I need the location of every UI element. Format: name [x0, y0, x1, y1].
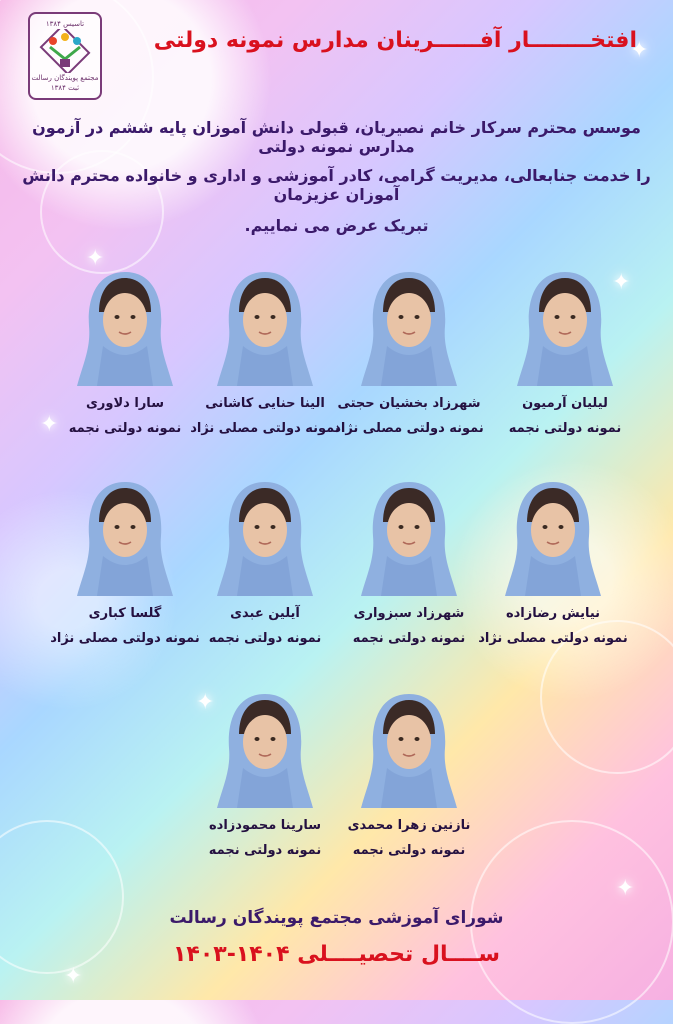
- sparkle-icon: ✦: [40, 412, 59, 437]
- logo-since: ثبت ۱۳۸۴: [50, 84, 80, 92]
- council-signature: شورای آموزشی مجتمع پویندگان رسالت: [169, 908, 504, 928]
- student-card: [334, 478, 484, 646]
- student-photo: [73, 268, 177, 388]
- student-card: [50, 268, 200, 436]
- student-school: نمونه دولتی نجمه: [68, 421, 182, 436]
- student-name: شهرزاد سبزواری: [353, 606, 465, 621]
- student-card: [50, 478, 200, 646]
- student-name: گلسا کباری: [88, 606, 162, 621]
- student-photo: [357, 690, 461, 810]
- portrait-silhouette-icon: [357, 690, 461, 810]
- student-name: سارا دلاوری: [86, 396, 164, 411]
- sparkle-icon: ✦: [616, 876, 635, 901]
- portrait-silhouette-icon: [513, 268, 617, 388]
- student-name: آیلین عبدی: [230, 606, 300, 621]
- sparkle-icon: ✦: [64, 964, 83, 989]
- student-photo: [213, 478, 317, 598]
- student-school: نمونه دولتی مصلی نژاد: [478, 631, 628, 646]
- student-school: نمونه دولتی نجمه: [352, 843, 466, 858]
- student-photo: [213, 690, 317, 810]
- student-card: [334, 690, 484, 858]
- student-photo: [357, 478, 461, 598]
- student-name: لیلیان آرمیون: [522, 396, 608, 411]
- academic-year: ســــال تحصیــــلی ۱۴۰۴-۱۴۰۳: [172, 942, 501, 967]
- student-photo: [357, 268, 461, 388]
- student-school: نمونه دولتی نجمه: [208, 631, 322, 646]
- portrait-silhouette-icon: [357, 268, 461, 388]
- school-logo: [28, 12, 102, 100]
- student-name: نیایش رضازاده: [505, 606, 601, 621]
- intro-line-3: تبریک عرض می نماییم.: [244, 216, 429, 235]
- student-card: [190, 478, 340, 646]
- student-card: [490, 268, 640, 436]
- sparkle-icon: ✦: [86, 246, 105, 271]
- student-name: سارینا محمودزاده: [209, 818, 321, 833]
- portrait-silhouette-icon: [213, 690, 317, 810]
- portrait-silhouette-icon: [73, 478, 177, 598]
- student-name: شهرزاد بخشیان حجتی: [337, 396, 481, 411]
- portrait-silhouette-icon: [213, 268, 317, 388]
- student-school: نمونه دولتی مصلی نژاد: [334, 421, 484, 436]
- sparkle-icon: ✦: [630, 38, 649, 63]
- student-photo: [501, 478, 605, 598]
- student-school: نمونه دولتی نجمه: [508, 421, 622, 436]
- student-card: [478, 478, 628, 646]
- logo-name: مجتمع پویندگان رسالت: [31, 74, 99, 82]
- portrait-silhouette-icon: [73, 268, 177, 388]
- portrait-silhouette-icon: [213, 478, 317, 598]
- logo-top-text: تاسیس ۱۳۸۴: [45, 20, 85, 28]
- student-name: نازنین زهرا محمدی: [347, 818, 471, 833]
- student-school: نمونه دولتی نجمه: [208, 843, 322, 858]
- student-photo: [73, 478, 177, 598]
- student-card: [190, 690, 340, 858]
- student-school: نمونه دولتی مصلی نژاد: [50, 631, 200, 646]
- student-school: نمونه دولتی مصلی نژاد: [190, 421, 340, 436]
- sparkle-icon: ✦: [196, 690, 215, 715]
- student-photo: [213, 268, 317, 388]
- student-card: [190, 268, 340, 436]
- student-photo: [513, 268, 617, 388]
- intro-line-1: موسس محترم سرکار خانم نصیریان، قبولی دانش آموزان پایه ششم در آزمون مدارس نمونه دولتی: [32, 118, 641, 157]
- portrait-silhouette-icon: [501, 478, 605, 598]
- sparkle-icon: ✦: [612, 270, 631, 295]
- portrait-silhouette-icon: [357, 478, 461, 598]
- logo-emblem-icon: [38, 29, 92, 73]
- student-school: نمونه دولتی نجمه: [352, 631, 466, 646]
- intro-line-2: را خدمت جنابعالی، مدیریت گرامی، کادر آموزشی و اداری و خانواده محترم دانش آموزان عزیزمان: [22, 166, 651, 205]
- student-name: الینا حنایی کاشانی: [205, 396, 325, 411]
- page-title: افتخــــــــار آفــــــرینان مدارس نمونه دولتی: [153, 28, 637, 53]
- student-card: [334, 268, 484, 436]
